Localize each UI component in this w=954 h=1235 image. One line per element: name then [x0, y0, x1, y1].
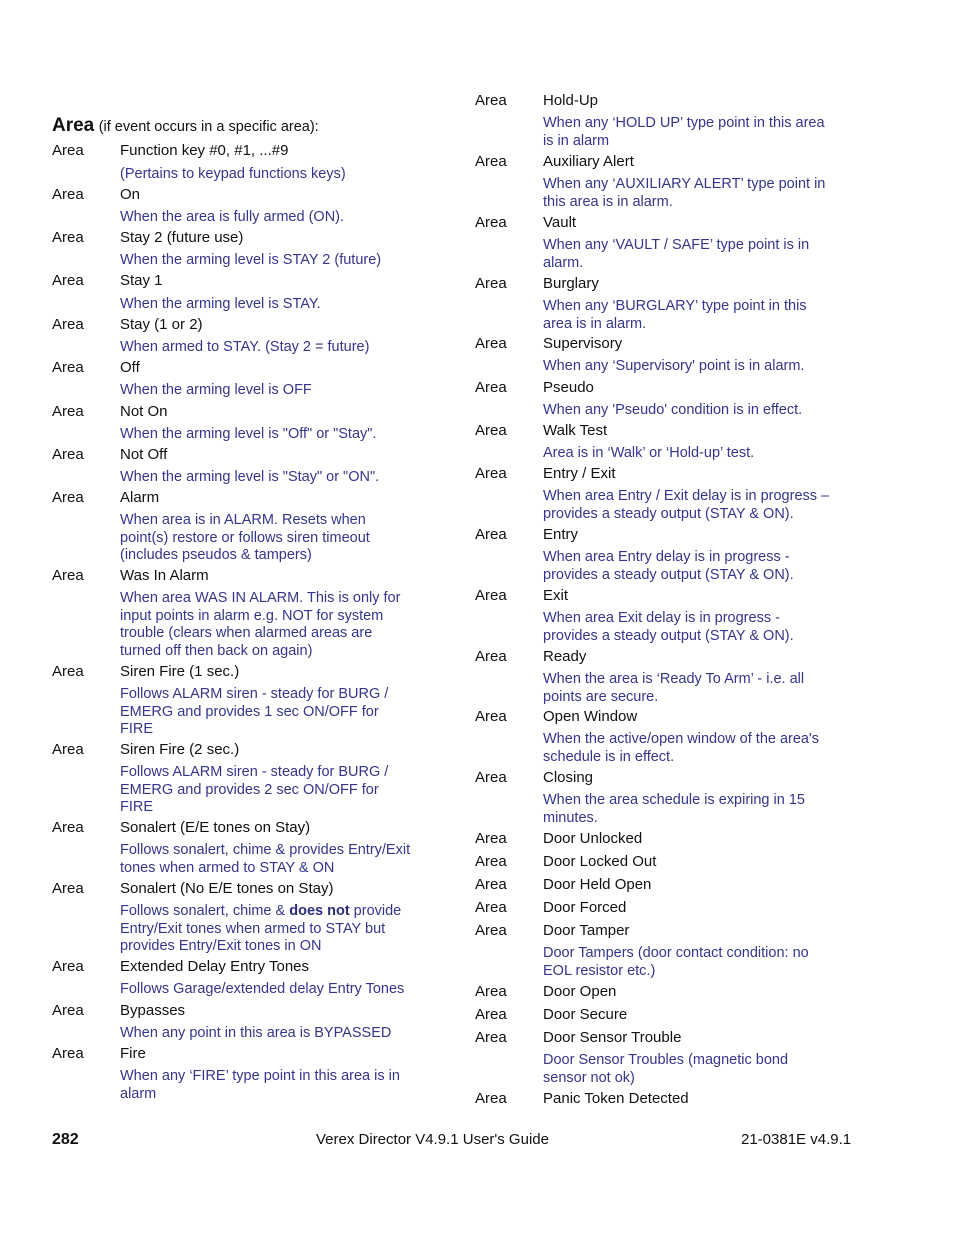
area-label: Area — [475, 275, 507, 292]
event-name: Door Locked Out — [543, 853, 657, 870]
area-label: Area — [52, 229, 84, 246]
event-name: Door Tamper — [543, 922, 630, 939]
area-label: Area — [52, 1002, 84, 1019]
area-label: Area — [475, 983, 507, 1000]
event-name: Vault — [543, 214, 577, 231]
event-name: Panic Token Detected — [543, 1090, 689, 1107]
area-label: Area — [52, 1045, 84, 1062]
event-description: When armed to STAY. (Stay 2 = future) — [120, 339, 370, 355]
area-label: Area — [52, 272, 84, 289]
event-description: When the area schedule is expiring in 15 minutes. — [543, 792, 805, 826]
event-description: When any ‘BURGLARY’ type point in this area is in alarm. — [543, 298, 807, 332]
event-description: When the arming level is "Off" or "Stay". — [120, 426, 377, 442]
event-name: On — [120, 186, 141, 203]
event-name: Door Sensor Trouble — [543, 1029, 682, 1046]
event-description: Follows Garage/extended delay Entry Tones — [120, 981, 405, 997]
document-code: 21-0381E v4.9.1 — [741, 1131, 852, 1148]
event-description: Area is in ‘Walk’ or ‘Hold-up’ test. — [543, 445, 755, 461]
section-heading — [52, 115, 319, 137]
event-description: When the area is fully armed (ON). — [120, 209, 345, 225]
event-name: Pseudo — [543, 379, 594, 396]
event-name: Entry / Exit — [543, 465, 616, 482]
event-description: When any ‘Supervisory' point is in alarm. — [543, 358, 805, 374]
event-description: When any ‘HOLD UP’ type point in this area is in alarm — [543, 115, 825, 149]
area-label: Area — [52, 741, 84, 758]
event-name: Door Secure — [543, 1006, 628, 1023]
area-label: Area — [475, 92, 507, 109]
area-label: Area — [475, 648, 507, 665]
event-name: Door Held Open — [543, 876, 652, 893]
event-name: Open Window — [543, 708, 638, 725]
event-description: When any point in this area is BYPASSED — [120, 1025, 392, 1041]
area-label: Area — [52, 186, 84, 203]
event-description: Follows ALARM siren - steady for BURG / EMERG and provides 1 sec ON/OFF for FIRE — [120, 686, 389, 738]
event-name: Extended Delay Entry Tones — [120, 958, 310, 975]
area-label: Area — [475, 335, 507, 352]
area-label: Area — [475, 922, 507, 939]
event-description: When area is in ALARM. Resets when point(s) restore or follows siren timeout (includes pseudos & tampers) — [120, 512, 370, 564]
area-label: Area — [475, 153, 507, 170]
event-name: Alarm — [120, 489, 160, 506]
event-name: Auxiliary Alert — [543, 153, 634, 170]
area-label: Area — [475, 1006, 507, 1023]
event-description: (Pertains to keypad functions keys) — [120, 166, 346, 182]
section-title: Area — [52, 115, 95, 136]
event-name: Door Forced — [543, 899, 627, 916]
event-description: When the arming level is "Stay" or "ON". — [120, 469, 380, 485]
event-description: Door Tampers (door contact condition: no EOL resistor etc.) — [543, 945, 809, 979]
event-name: Supervisory — [543, 335, 623, 352]
area-label: Area — [52, 663, 84, 680]
area-label: Area — [52, 489, 84, 506]
event-name: Siren Fire (1 sec.) — [120, 663, 240, 680]
event-name: Hold-Up — [543, 92, 599, 109]
event-description: When area Entry delay is in progress - provides a steady output (STAY & ON). — [543, 549, 794, 583]
event-name: Stay 1 — [120, 272, 163, 289]
event-description: When area WAS IN ALARM. This is only for input points in alarm e.g. NOT for system trouble (clears when alarmed areas are turned off then back on again) — [120, 590, 401, 660]
event-name: Bypasses — [120, 1002, 186, 1019]
event-name: Closing — [543, 769, 594, 786]
event-description: When the arming level is STAY 2 (future) — [120, 252, 382, 268]
area-label: Area — [475, 853, 507, 870]
event-name: Siren Fire (2 sec.) — [120, 741, 240, 758]
event-description: Follows sonalert, chime & provides Entry/Exit tones when armed to STAY & ON — [120, 842, 411, 876]
area-label: Area — [52, 142, 84, 159]
event-name: Sonalert (No E/E tones on Stay) — [120, 880, 334, 897]
event-name: Door Open — [543, 983, 617, 1000]
area-label: Area — [475, 708, 507, 725]
event-name: Fire — [120, 1045, 146, 1062]
area-label: Area — [475, 214, 507, 231]
event-name: Not Off — [120, 446, 168, 463]
event-description: When the active/open window of the area's schedule is in effect. — [543, 731, 820, 765]
event-description: Follows sonalert, chime & does not provide Entry/Exit tones when armed to STAY but provides Entry/Exit tones in ON — [120, 903, 402, 955]
area-label: Area — [475, 1090, 507, 1107]
event-description: When any ‘AUXILIARY ALERT’ type point in this area is in alarm. — [543, 176, 826, 210]
event-name: Ready — [543, 648, 587, 665]
area-label: Area — [475, 526, 507, 543]
event-description: When any ‘FIRE’ type point in this area is in alarm — [120, 1068, 400, 1102]
area-label: Area — [475, 830, 507, 847]
area-label: Area — [475, 465, 507, 482]
area-label: Area — [52, 819, 84, 836]
event-name: Off — [120, 359, 140, 376]
area-label: Area — [475, 769, 507, 786]
area-label: Area — [475, 899, 507, 916]
footer-title: Verex Director V4.9.1 User's Guide — [316, 1131, 549, 1148]
event-description: When the area is ‘Ready To Arm’ - i.e. all points are secure. — [543, 671, 805, 705]
area-label: Area — [475, 422, 507, 439]
event-description: When the arming level is STAY. — [120, 296, 321, 312]
event-name: Exit — [543, 587, 569, 604]
area-label: Area — [475, 1029, 507, 1046]
event-description: When any ‘VAULT / SAFE’ type point is in alarm. — [543, 237, 810, 271]
event-name: Stay (1 or 2) — [120, 316, 203, 333]
event-name: Door Unlocked — [543, 830, 643, 847]
event-name: Sonalert (E/E tones on Stay) — [120, 819, 311, 836]
area-label: Area — [52, 403, 84, 420]
area-label: Area — [52, 567, 84, 584]
event-name: Walk Test — [543, 422, 608, 439]
area-label: Area — [52, 359, 84, 376]
event-description: Door Sensor Troubles (magnetic bond sensor not ok) — [543, 1052, 789, 1086]
area-label: Area — [475, 379, 507, 396]
section-note: (if event occurs in a specific area): — [98, 119, 319, 135]
event-description: Follows ALARM siren - steady for BURG / EMERG and provides 2 sec ON/OFF for FIRE — [120, 764, 389, 816]
area-label: Area — [52, 446, 84, 463]
area-label: Area — [475, 876, 507, 893]
event-name: Was In Alarm — [120, 567, 209, 584]
event-name: Stay 2 (future use) — [120, 229, 244, 246]
event-name: Burglary — [543, 275, 599, 292]
area-label: Area — [52, 316, 84, 333]
page-number: 282 — [52, 1131, 79, 1148]
event-description: When area Exit delay is in progress - provides a steady output (STAY & ON). — [543, 610, 794, 644]
event-name: Not On — [120, 403, 168, 420]
event-description: When any 'Pseudo' condition is in effect. — [543, 402, 803, 418]
area-label: Area — [475, 587, 507, 604]
area-label: Area — [52, 880, 84, 897]
event-description: When area Entry / Exit delay is in progress – provides a steady output (STAY & ON). — [543, 488, 830, 522]
area-label: Area — [52, 958, 84, 975]
event-name: Entry — [543, 526, 579, 543]
event-name: Function key #0, #1, ...#9 — [120, 142, 289, 159]
event-description: When the arming level is OFF — [120, 382, 312, 398]
